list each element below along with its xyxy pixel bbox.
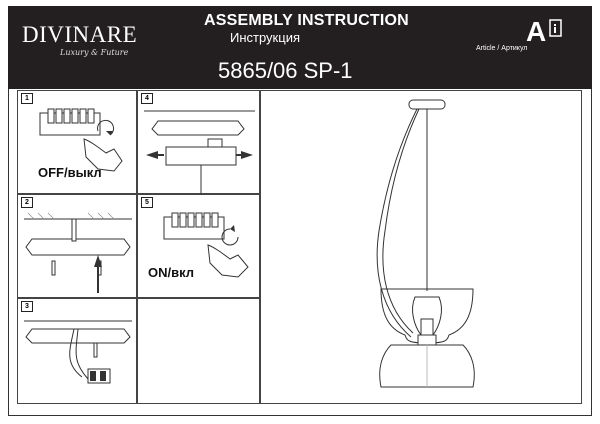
header-bar	[8, 6, 592, 89]
bracket-mount-illustration	[18, 195, 138, 299]
step-1-caption: OFF/выкл	[38, 165, 102, 180]
title-english: ASSEMBLY INSTRUCTION	[204, 12, 409, 29]
step-5-panel	[137, 194, 260, 298]
canopy-fix-illustration	[138, 91, 261, 195]
step-number: 3	[21, 301, 33, 312]
article-letter: A	[526, 16, 547, 47]
step-number: 1	[21, 93, 33, 104]
switch-on-illustration	[138, 195, 261, 299]
step-number: 5	[141, 197, 153, 208]
model-number: 5865/06 SP-1	[218, 58, 353, 83]
step-3-panel	[17, 298, 137, 404]
step-number: 2	[21, 197, 33, 208]
step-2-panel	[17, 194, 137, 298]
brand-logo: DIVINARE	[22, 22, 138, 47]
step-5-caption: ON/вкл	[148, 265, 195, 280]
step-1-panel	[17, 90, 137, 194]
article-book-icon	[549, 18, 563, 38]
step-number: 4	[141, 93, 153, 104]
pendant-lamp-drawing	[261, 91, 583, 405]
article-label: Article / Артикул	[476, 45, 528, 52]
title-russian: Инструкция	[230, 30, 300, 45]
brand-tagline: Luxury & Future	[60, 48, 129, 57]
empty-panel	[137, 298, 260, 404]
lamp-drawing-panel	[260, 90, 582, 404]
step-4-panel	[137, 90, 260, 194]
wiring-illustration	[18, 299, 138, 405]
